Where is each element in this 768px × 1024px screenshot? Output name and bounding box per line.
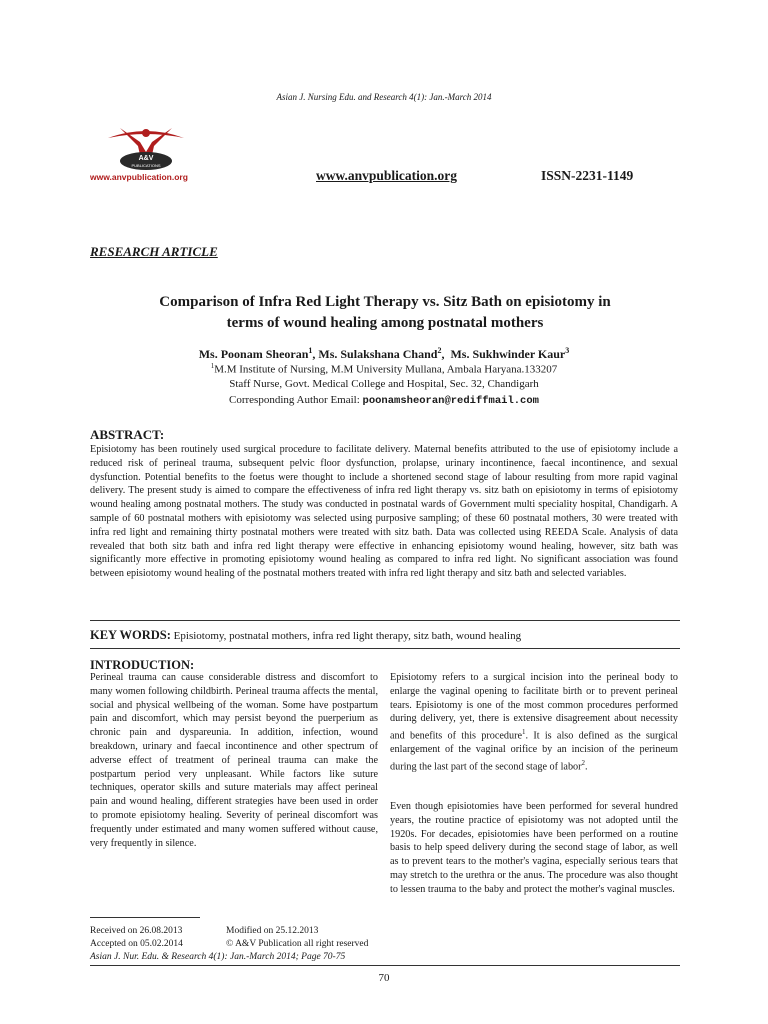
corresponding-label: Corresponding Author Email:	[229, 394, 360, 406]
logo-url: www.anvpublication.org	[90, 172, 188, 182]
keywords	[90, 628, 521, 643]
divider	[90, 965, 680, 966]
received-date: Received on 26.08.2013	[90, 926, 183, 936]
paragraph-text: Episiotomy refers to a surgical incision into the perineal body to enlarge the vaginal opening to facilitate birth or to prevent perineal tears. Episiotomy is one of the most common procedures performed during delivery, yet, there is extensive disagreement about necessity and benefits of this procedure	[390, 672, 678, 742]
paragraph-text: .	[585, 761, 588, 773]
citation-sup: 1	[522, 728, 526, 737]
corresponding-author	[0, 394, 768, 407]
corresponding-email-link[interactable]: poonamsheoran@rediffmail.com	[362, 395, 539, 407]
logo-subtext: PUBLICATIONS	[131, 163, 161, 168]
author-name: Ms. Poonam Sheoran	[198, 347, 309, 361]
affiliation-1	[0, 362, 768, 376]
copyright-notice: © A&V Publication all right reserved	[226, 939, 369, 949]
page-number: 70	[378, 972, 390, 984]
introduction-right-paragraph-1	[390, 671, 678, 774]
issn: ISSN-2231-1149	[541, 168, 634, 183]
footnote-rule	[90, 917, 200, 918]
abstract-heading: ABSTRACT:	[90, 427, 165, 442]
logo-figure-icon	[90, 124, 202, 174]
article-type: RESEARCH ARTICLE	[90, 244, 218, 259]
author-sup: 3	[565, 346, 570, 355]
author-sup: 2	[437, 346, 442, 355]
author-list: Ms. Poonam Sheoran$^1$, Ms. Sulakshana Chand$^2$, Ms. Sukhwinder Kaur$^3$	[198, 346, 570, 361]
citation: Asian J. Nur. Edu. & Research 4(1): Jan.-March 2014; Page 70-75	[90, 952, 346, 962]
article-title	[90, 292, 680, 334]
affiliation-sup: 1	[210, 362, 215, 370]
keywords-text: Episiotomy, postnatal mothers, infra red light therapy, sitz bath, wound healing	[173, 630, 522, 642]
introduction-heading: INTRODUCTION:	[90, 658, 195, 672]
author-sup: 1	[308, 346, 313, 355]
paragraph-text: . It is also defined as the surgical enlargement of the vaginal orifice by an incision of the perineum during the last part of the second stage of labor	[390, 730, 678, 773]
title-line-1: Comparison of Infra Red Light Therapy vs. Sitz Bath on episiotomy in	[159, 294, 611, 310]
introduction-right-paragraph-2: Even though episiotomies have been performed for several hundred years, the routine practice of episiotomy was not adopted until the 1920s. For decades, episiotomies have been performed on a routine basis to help speed delivery during the second stage of labor, as well as to prevent tears to the mother's vagina, especially serious tears that may stretch to the urethra or the anus. The procedure was also thought to lessen trauma to the baby and protect the mother's vaginal muscles.	[390, 801, 678, 895]
title-line-2: terms of wound healing among postnatal mothers	[226, 315, 544, 331]
affiliation-1-text: M.M Institute of Nursing, M.M University Mullana, Ambala Haryana.133207	[214, 363, 558, 376]
abstract-body: Episiotomy has been routinely used surgical procedure to facilitate delivery. Maternal benefits attributed to the use of episiotomy include a reduced risk of perineal trauma, subsequent pelvic floor dysfunction, prolapse, urinary incontinence, faecal incontinence, and sexual dysfunction. Potential benefits to the foetus were thought to include a shortened second stage of labour resulting from more rapid vaginal delivery. The present study is aimed to compare the effectiveness of infra red light therapy vs. sitz bath on episiotomy in terms of episiotomy wound healing among postnatal mothers. The study was conducted in postnatal wards of Government multi speciality hospital, Chandigarh. A sample of 60 postnatal mothers with episiotomy was selected using purposive sampling; of these 60 postnatal mothers, 30 were treated with infra red light and remaining thirty postnatal mothers were treated with sitz bath. Data was collected using REEDA Scale. Analysis of data revealed that both sitz bath and infra red light therapy were effective in enhancing episiotomy wound healing, however, sitz bath was significantly more effective in promoting episiotomy wound healing as compared to infra red light. No significant association was found between episiotomy wound healing of the postnatal mothers treated with infra red light therapy and sitz bath and selected variables.	[90, 444, 678, 580]
author-name: Ms. Sulakshana Chand	[318, 347, 438, 361]
affiliation-2: Staff Nurse, Govt. Medical College and Hospital, Sec. 32, Chandigarh	[229, 378, 539, 390]
introduction-left-column: Perineal trauma can cause considerable distress and discomfort to many women following childbirth. Perineal trauma affects the mental, social and physical wellbeing of the woman. Some have postpartum pain and discomfort, which may persist beyond the puerperium as chronic pain and dyspareunia. In addition, infection, wound breakdown, urinary and faecal incontinence and other spectrum of adverse effect of treatment of perineal trauma can make the postpartum period very unpleasant. While factors like suture techniques, operator skills and suture materials may affect perineal pain and wound healing, different strategies have been used in order to promote episiotomy healing. Severity of perineal discomfort was frequently under estimated and many women suffered without cause, very frequently in silence.	[90, 672, 378, 849]
keywords-label: KEY WORDS:	[90, 628, 171, 642]
publisher-website-link[interactable]: www.anvpublication.org	[316, 168, 458, 183]
divider	[90, 620, 680, 621]
divider	[90, 648, 680, 649]
author-name: Ms. Sukhwinder Kaur	[450, 347, 566, 361]
citation-sup: 2	[581, 759, 586, 768]
modified-date: Modified on 25.12.2013	[226, 926, 319, 936]
accepted-date: Accepted on 05.02.2014	[90, 939, 183, 949]
journal-reference: Asian J. Nursing Edu. and Research 4(1): Jan.-March 2014	[276, 92, 492, 102]
logo-text: A&V	[138, 155, 154, 162]
